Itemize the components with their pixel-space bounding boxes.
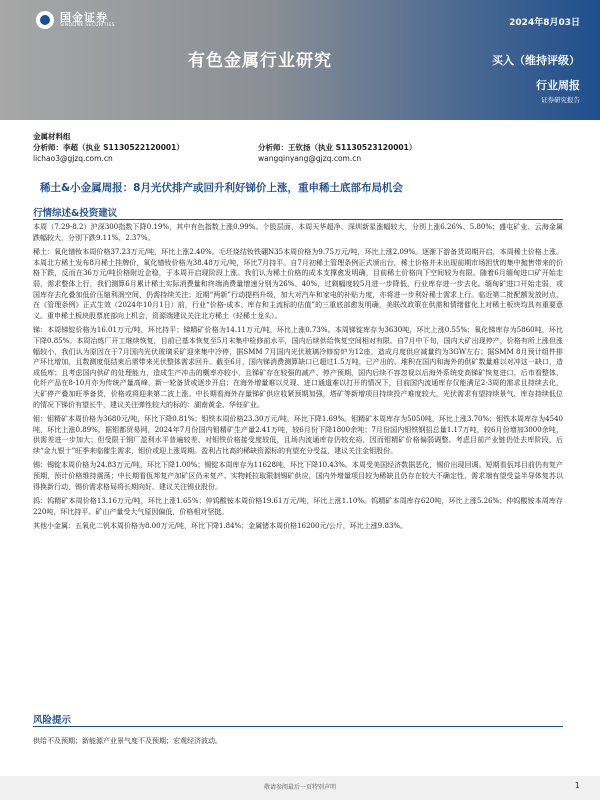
report-type: 行业周报 xyxy=(536,79,580,92)
report-header xyxy=(0,0,600,120)
paragraph-market: 本周（7.29-8.2）沪深300指数下降0.19%，其中有色指数上涨0.99%。个股层面，本周天华超净、深圳新星涨幅较大，分别上涨6.26%、5.80%；盛屯矿业、云海金属跌幅较大，分别下跌9.11%、2.37%。 xyxy=(33,223,563,242)
report-title: 有色金属行业研究 xyxy=(188,51,332,71)
author-1-email[interactable]: lichao3@gjzq.com.cn xyxy=(33,154,113,163)
paragraph-tungsten: 钨：钨精矿本周价格13.16万元/吨，环比上涨1.65%；仲钨酸铵本周价格19.61万元/吨，环比上涨1.10%。钨精矿本周库存620吨，环比上涨5.26%；仲钨酸铵本周库存220吨，环比持平。矿山产量受大气原因偏低，价格相对坚挺。 xyxy=(33,497,563,516)
rating-badge: 买入（维持评级） xyxy=(492,54,580,67)
author-1-name: 分析师：李超（执业 S1130522120001） xyxy=(33,143,184,152)
report-headline: 稀土&小金属周报：8月光伏排产或回升利好锑价上涨，重申稀土底部布局机会 xyxy=(40,182,403,194)
logo-en-text: SINOLINK SECURITIES xyxy=(60,22,115,28)
company-logo xyxy=(36,9,186,31)
paragraph-molybdenum: 钼：钼精矿本周价格为3680元/吨，环比下降0.81%；钼铁本周价格23.30万元/吨，环比下降1.69%。钼精矿本周库存为5050吨，环比上涨3.70%；钼铁本周库存为4540吨，环比上涨0.89%。据钼都贸易网，2024年7月份国内钼精矿生产量2.41万吨，较6月份下降1800余吨；7月份国内钼铁钢招总量1.17万吨，较6月份增加3000余吨，供需差进一步加大；但受限于钢厂盈利水平普遍较差、对钼铁价格接受度较低，且场内流通库存仍较充裕，因而钼精矿价格偏弱调整。考虑目前产业链仍处去库阶段，后续“金九银十”旺季来临催生需求，钼价或迎上涨周期。盈利占比高的稀缺资源标的有望充分受益，建议关注金钼股份。 xyxy=(33,415,563,455)
section-risk-title: 风险提示 xyxy=(33,715,72,726)
report-subtype: 证券研究报告 xyxy=(541,96,580,104)
section-divider xyxy=(33,219,563,220)
risk-body xyxy=(33,736,563,751)
footer-disclaimer: 敬请参阅最后一页特别声明 xyxy=(263,784,336,791)
paragraph-other-metals: 其他小金属：五氧化二钒本周价格为8.00万元/吨，环比下降1.84%；金属锗本周价格16200元/公斤，环比上涨9.83%。 xyxy=(33,522,408,531)
team-name: 金属材料组 xyxy=(33,132,71,141)
section-divider xyxy=(33,726,563,727)
report-body xyxy=(33,222,563,536)
paragraph-tin: 锡：锡锭本周价格为24.83万元/吨，环比下降1.00%；锡锭本周库存为11628吨，环比下降10.43%。本周受美国经济数据恶化，锡价出现回调。短期看佤邦目前仍有复产预期，预计价格维持震荡；中长期看佤邦复产加矿区仍未复产、实物耗拉取限制锡矿供应，国内外增量项目较为稀缺且仍存在较大不确定性，需求端有望受益半导体复苏以得换新行动，锡价需求格局将长期向好。建议关注锡业股份。 xyxy=(33,461,563,491)
report-date: 2024年8月03日 xyxy=(509,18,580,28)
author-block xyxy=(33,131,573,164)
paragraph-rare-earth: 稀土：氧化镨钕本周价格37.23万元/吨，环比上涨2.40%。毛坯烧结钕铁硼N35本周价格为9.75万元/吨，环比上涨2.09%。逐渐下游备货周期开启，本周稀土价格上涨。本周北方稀土发布8月稀土挂牌价，氧化镨钕价格为38.48万元/吨，环比7月持平。自7月初稀土管理条例正式颁出台，稀土价格并未出现前期市场担忧的集中抛售带来的价格下跌，反而在36万元/吨价格附近企稳，于本周开启现阶段上涨。我们认为稀土价格的成本支撑愈发明确，目前稀土价格向下空间较为有限。随着6月缅甸进口矿开始走弱，需求整体上行，我们测算6月累计稀土实际消费量和终端消费量增速分别为26%、40%，过剩幅度较5月进一步降低，行业库存进一步去化。缅甸矿进口开始走弱，或国库存去化叠加低价压缩利润空间，仍需持续关注；近期“两新”行动提档升级，加大对汽车和家电的补贴力度，亦将进一步利好稀土需求上行。临近第二批配额发放时点，在《管理条例》正式生效（2024年10月1日）前，行业“价格-成本、库存和主流标的估值”的三重底部愈发明确，美联改政策在供需和情绪催化上对稀土板块均具有重要意义。重申稀土板块股票底部向上机会，资源端建议关注北方稀土（轻稀土龙头）。 xyxy=(33,248,563,320)
section-overview-title: 行情综述&投资建议 xyxy=(33,208,118,219)
page-number: 1 xyxy=(574,781,580,790)
author-2-email[interactable]: wangqinyang@gjzq.com.cn xyxy=(258,154,362,163)
paragraph-antimony: 锑：本周锑锭价格为16.01万元/吨，环比持平；锑精矿价格为14.11万元/吨，环比上涨0.73%。本周锑锭库存为3630吨，环比上涨0.55%；氧化锑库存为5860吨，环比下降0.85%。本周冶炼厂开工继续恢复，目前已基本恢复至5月末集中检修前水平，国内后续供给恢复空间相对有限。自7月中下旬，国内大矿出现停产，价格有所上涨但涨幅较小，我们认为原因在于7月国内光伏玻璃采矿迎来集中冷停，据SMM 7月国内光伏玻璃冷修窑炉为12座，造成月度供应减量约为3GW左右；据SMM 8月预计组件排产环比增加，且数测度低结束后需带来光伏整体需求回升。截至6月，国内锑消费测算缺口已超过1.5万吨，已产出的、堆积在国内和海外的供矿数量难以对冲这一缺口，造成低库；且考虑国内供矿的处理能力，造成生产冲击的概率亦较小，且锑矿存在较强的减产、停产预期，国内后续不容忽视以后海外系统变高锑矿恢复进口，后市看整体、化纤产品在8-10月亦为传统产量高峰，新一轮备货或逐步开启；在海外增量难以兑现、进口通道难以打开的情况下，目前国内流通库存仅能满足2-3周的需求且持续去化，大矿停产叠加旺季备货，价格或将迎来第二波上涨。中长期看海外存量锑矿供应收紧预期加强，塔矿等新增项目持续投产难度较大，光伏需求有望持续景气，库存持续低位的情况下锑价有望长牛，建议关注弹性较大的标的：湖南黄金、华钰矿业。 xyxy=(33,326,563,409)
risk-text: 供给不及预期；新能源产业景气度不及预期；宏观经济波动。 xyxy=(33,737,222,745)
author-2-name: 分析师：王钦扬（执业 S1130523120001） xyxy=(258,143,417,152)
logo-mark-icon xyxy=(36,11,54,29)
logo-cn-text: 国金证券 xyxy=(60,10,108,24)
